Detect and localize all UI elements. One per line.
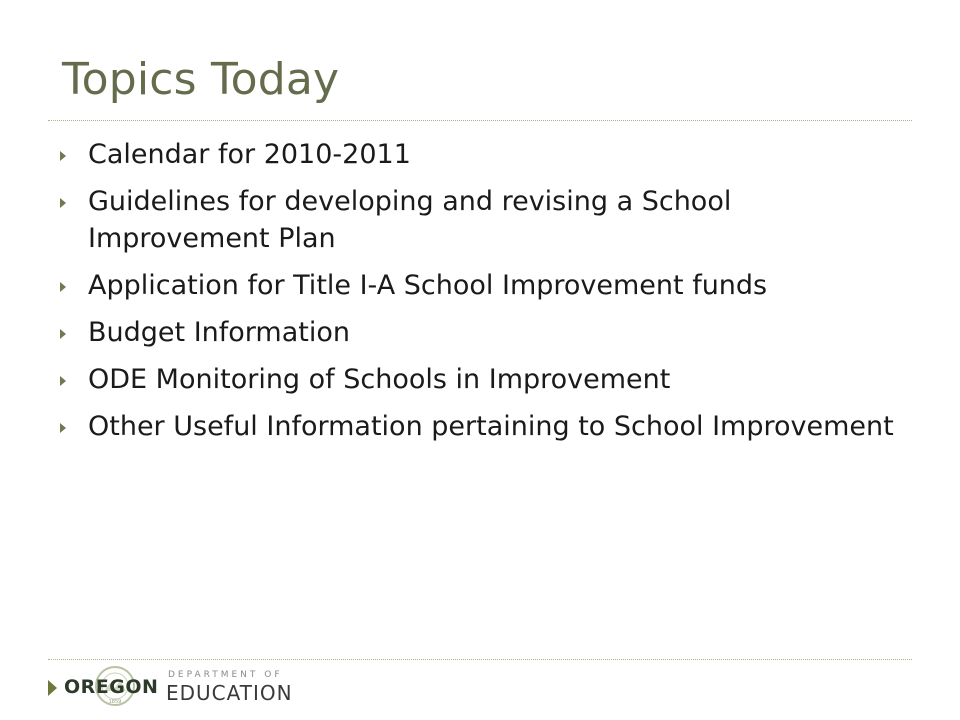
bullet-text: Guidelines for developing and revising a School Improvement Plan (88, 186, 732, 254)
triangle-right-icon (60, 282, 66, 292)
logo-education-text: EDUCATION (166, 681, 293, 705)
bullet-item (0, 361, 900, 398)
play-arrow-icon[interactable] (48, 680, 57, 696)
bullet-text: ODE Monitoring of Schools in Improvement (88, 364, 671, 395)
triangle-right-icon (60, 329, 66, 339)
bullet-item (0, 267, 900, 304)
bullet-text: Other Useful Information pertaining to School Improvement (88, 411, 894, 442)
logo-oregon-text: OREGON (64, 676, 159, 698)
triangle-right-icon (60, 151, 66, 161)
bullet-text: Budget Information (88, 317, 350, 348)
triangle-right-icon (60, 423, 66, 433)
bullet-item (0, 136, 900, 173)
bullet-text: Calendar for 2010-2011 (88, 139, 411, 170)
svg-text:1859: 1859 (108, 699, 122, 705)
bullet-item (0, 408, 900, 445)
slide-title: Topics Today (62, 54, 340, 105)
footer-divider (48, 659, 912, 660)
bullet-item (0, 183, 900, 257)
footer-logo (48, 664, 308, 710)
triangle-right-icon (60, 198, 66, 208)
bullet-list (0, 136, 900, 455)
logo-department-text: DEPARTMENT OF (168, 670, 283, 680)
bullet-item (0, 314, 900, 351)
title-divider (48, 120, 912, 121)
bullet-text: Application for Title I-A School Improvement funds (88, 270, 768, 301)
triangle-right-icon (60, 376, 66, 386)
